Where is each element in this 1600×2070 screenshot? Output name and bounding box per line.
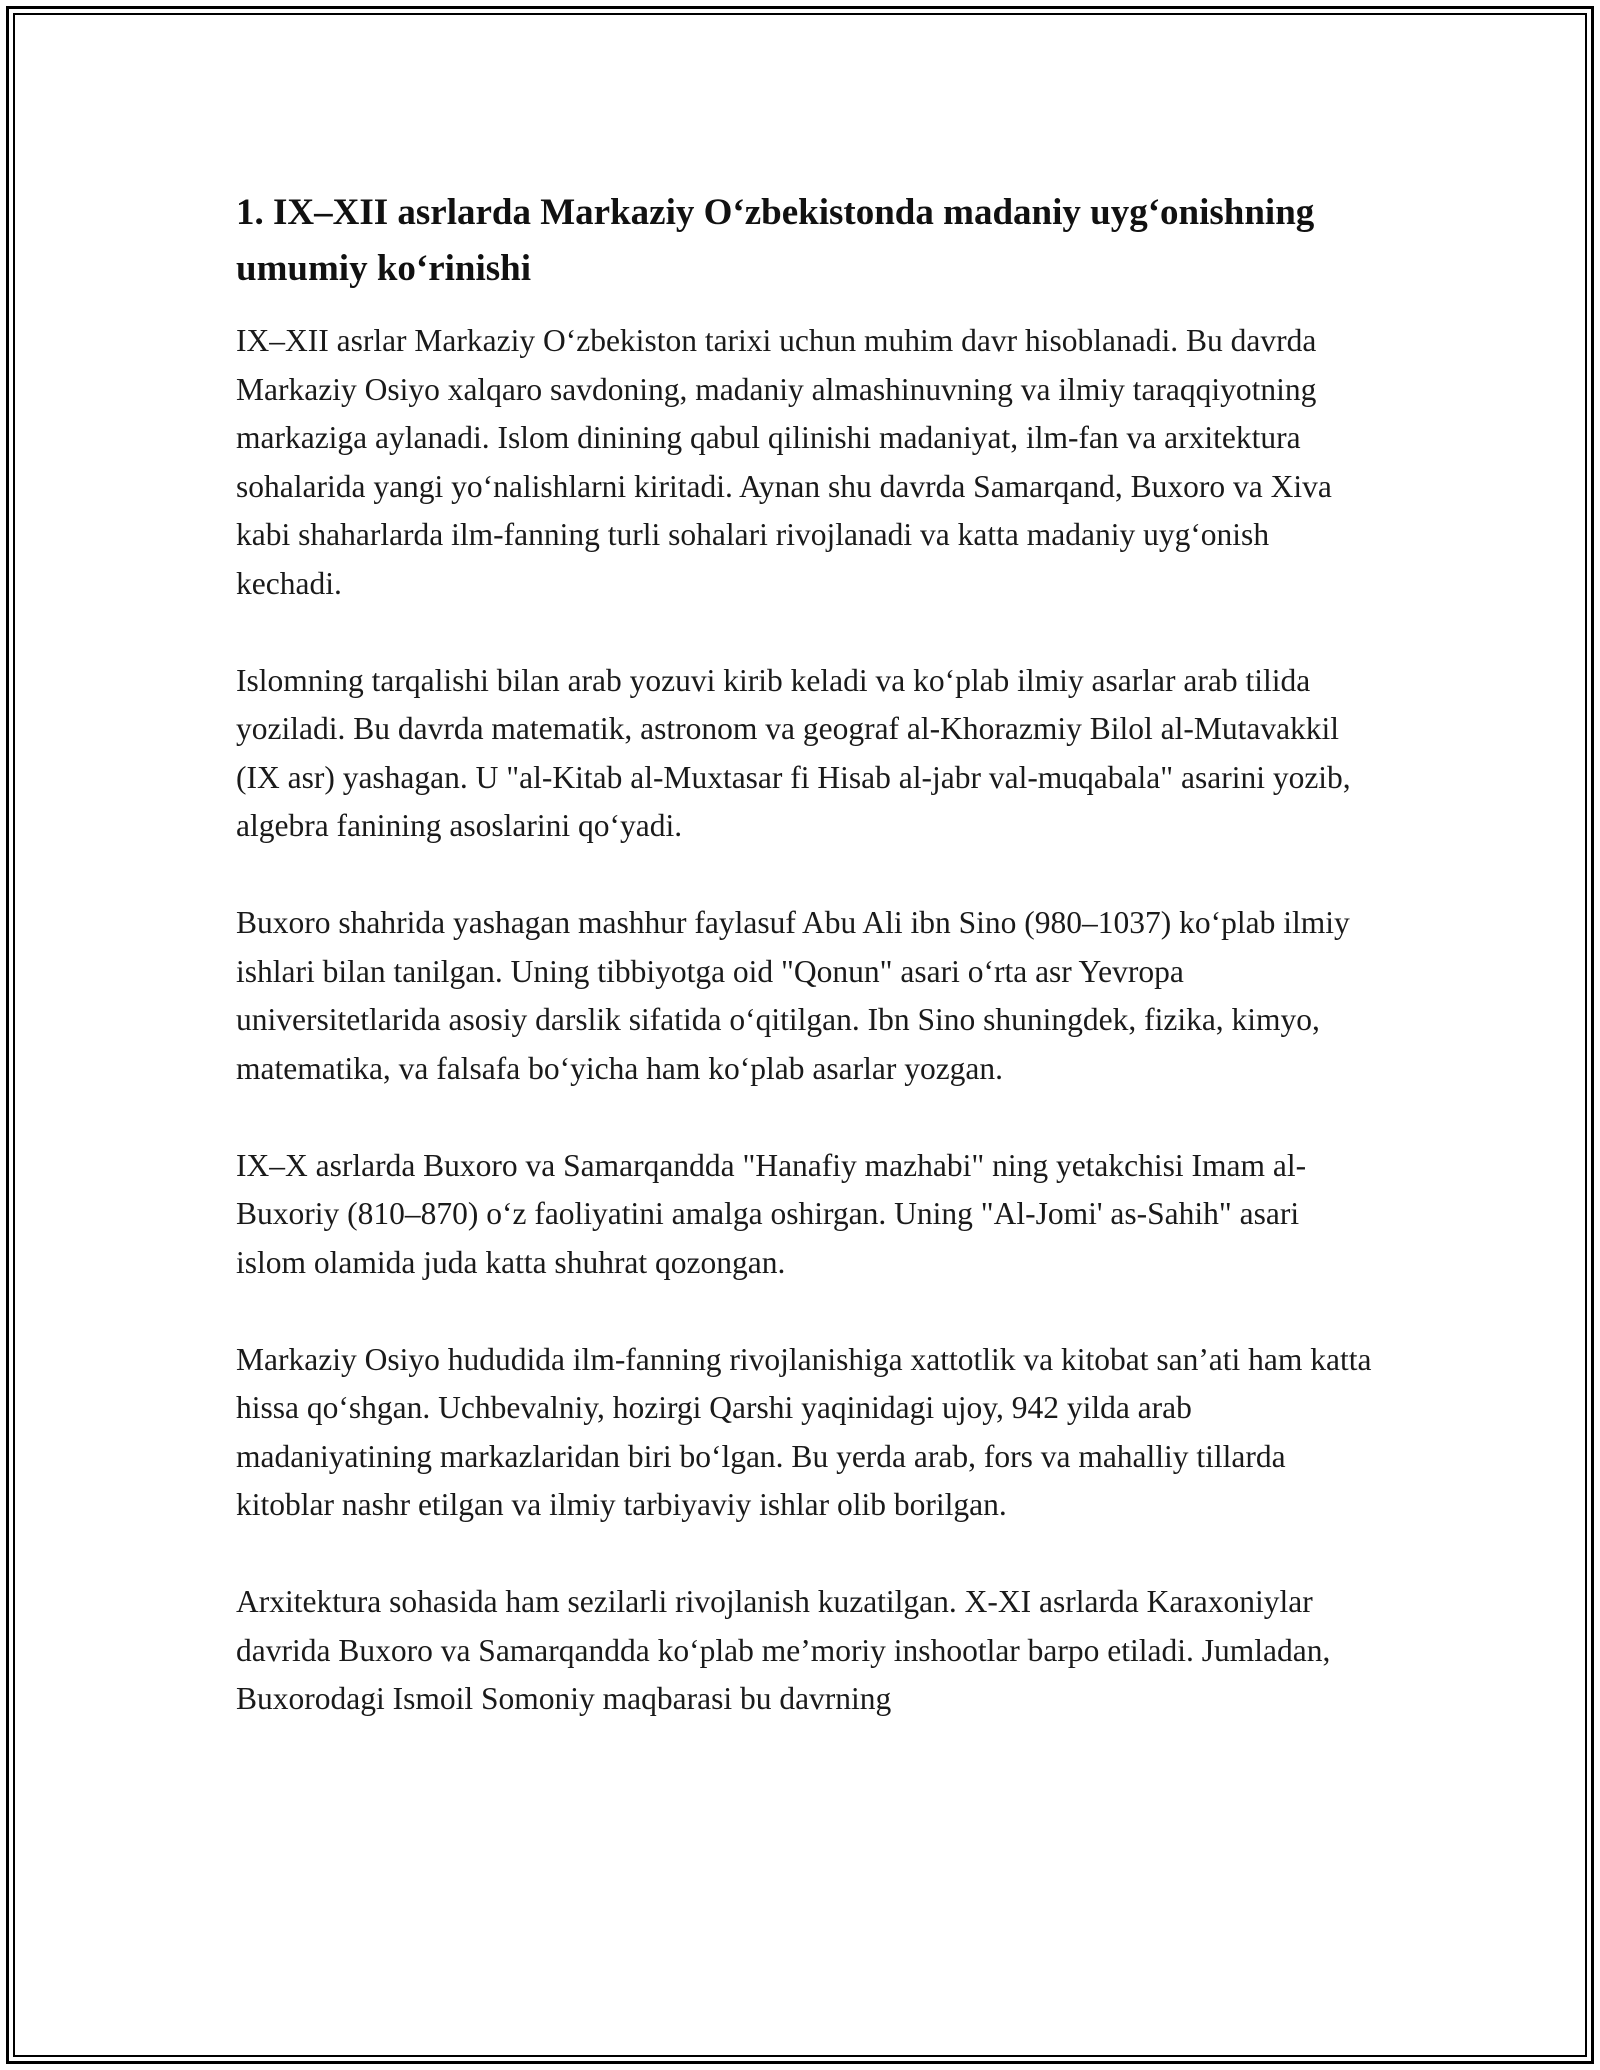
paragraph-al-khorazmiy: Islomning tarqalishi bilan arab yozuvi kirib keladi va ko‘plab ilmiy asarlar arab tilida yoziladi. Bu davrda matematik, astronom va geograf al-Khorazmiy Bilol al-Mutavakkil (IX asr) yashagan. U "al-Kitab al-Muxtasar fi Hisab al-jabr val-muqabala" asarini yozib, algebra fanining asoslarini qo‘yadi.	[236, 662, 1351, 843]
paragraph-al-buxoriy: IX–X asrlarda Buxoro va Samarqandda "Hanafiy mazhabi" ning yetakchisi Imam al-Buxoriy (810–870) o‘z faoliyatini amalga oshirgan. Uning "Al-Jomi' as-Sahih" asari islom olamida juda katta shuhrat qozongan.	[236, 1147, 1307, 1280]
paragraph-intro: IX–XII asrlar Markaziy O‘zbekiston tarixi uchun muhim davr hisoblanadi. Bu davrda Markaziy Osiyo xalqaro savdoning, madaniy almashinuvning va ilmiy taraqqiyotning markaziga aylanadi. Islom dinining qabul qilinishi madaniyat, ilm-fan va arxitektura sohalarida yangi yo‘nalishlarni kiritadi. Aynan shu davrda Samarqand, Buxoro va Xiva kabi shaharlarda ilm-fanning turli sohalari rivojlanadi va katta madaniy uyg‘onish kechadi.	[236, 323, 1332, 601]
paragraph-calligraphy: Markaziy Osiyo hududida ilm-fanning rivojlanishiga xattotlik va kitobat san’ati ham katta hissa qo‘shgan. Uchbevalniy, hozirgi Qarshi yaqinidagi ujoy, 942 yilda arab madaniyatining markazlaridan biri bo‘lgan. Bu yerda arab, fors va mahalliy tillarda kitoblar nashr etilgan va ilmiy tarbiyaviy ishlar olib borilgan.	[236, 1341, 1372, 1522]
paragraph-ibn-sino: Buxoro shahrida yashagan mashhur faylasuf Abu Ali ibn Sino (980–1037) ko‘plab ilmiy ishlari bilan tanilgan. Uning tibbiyotga oid "Qonun" asari o‘rta asr Yevropa universitetlarida asosiy darslik sifatida o‘qitilgan. Ibn Sino shuningdek, fizika, kimyo, matematika, va falsafa bo‘yicha ham ko‘plab asarlar yozgan.	[236, 905, 1350, 1086]
paragraph-architecture: Arxitektura sohasida ham sezilarli rivojlanish kuzatilgan. X-XI asrlarda Karaxoniylar davrida Buxoro va Samarqandda ko‘plab me’moriy inshootlar barpo etiladi. Jumladan, Buxorodagi Ismoil Somoniy maqbarasi bu davrning	[236, 1584, 1331, 1716]
section-heading: 1. IX–XII asrlarda Markaziy O‘zbekistonda madaniy uyg‘onishning umumiy ko‘rinishi	[236, 192, 1315, 289]
document-body	[236, 185, 1376, 1772]
